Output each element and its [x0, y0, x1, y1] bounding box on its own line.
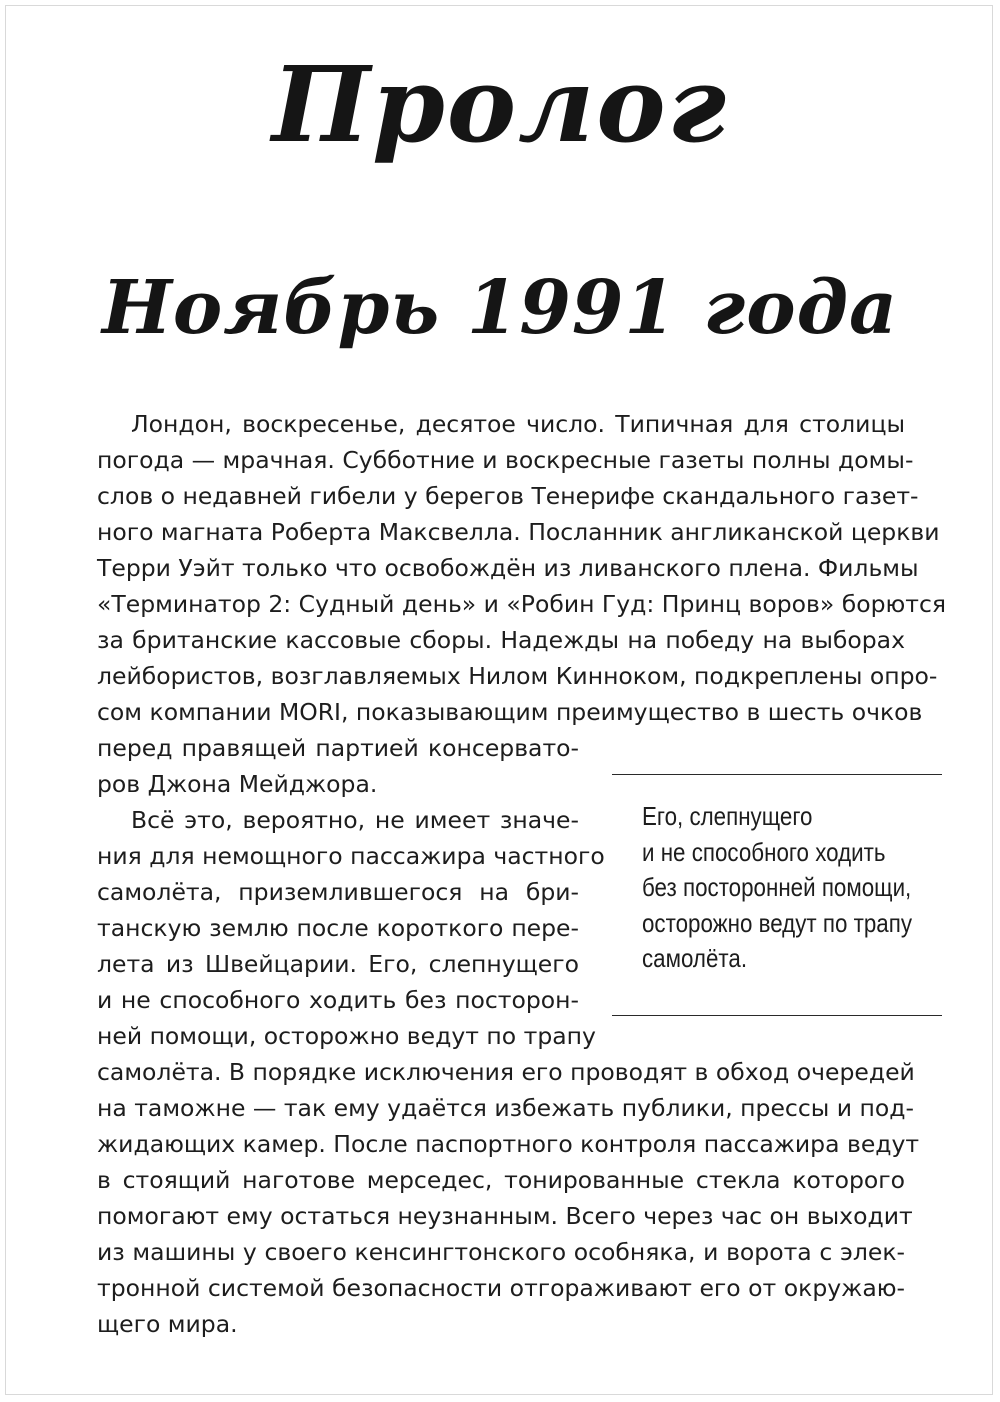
text-line: жидающих камер. После паспортного контроля пассажира ведут — [97, 1130, 920, 1158]
text-line: Всё это, вероятно, не имеет значе- — [131, 806, 579, 834]
text-line: самолёта. В порядке исключения его проводят в обход очередей — [97, 1058, 915, 1086]
text-line: ного магната Роберта Максвелла. Посланник англиканской церкви — [97, 518, 940, 546]
text-line: в стоящий наготове мерседес, тонированные стекла которого — [97, 1166, 905, 1194]
paragraph-1 — [97, 406, 947, 730]
text-line: на таможне — так ему удаётся избежать публики, прессы и под- — [97, 1094, 914, 1122]
text-line: лейбористов, возглавляемых Нилом Кинноком, подкреплены опро- — [97, 662, 938, 690]
text-line: слов о недавней гибели у берегов Тенерифе скандального газет- — [97, 482, 919, 510]
text-line: ния для немощного пассажира частного — [97, 842, 605, 870]
pull-quote-line: и не способного ходить — [642, 836, 886, 867]
paragraph-2-wrap — [97, 802, 605, 1054]
pull-quote-line: самолёта. — [642, 943, 748, 973]
text-line: помогают ему остаться неузнанным. Всего через час он выходит — [97, 1202, 913, 1230]
pull-quote-line: без посторонней помощи, — [642, 872, 912, 902]
text-line: за британские кассовые сборы. Надежды на победу на выборах — [97, 626, 905, 654]
text-line: ней помощи, осторожно ведут по трапу — [97, 1022, 596, 1050]
text-line: сом компании MORI, показывающим преимущество в шесть очков — [97, 698, 923, 726]
text-line: лета из Швейцарии. Его, слепнущего — [97, 950, 579, 978]
text-line: из машины у своего кенсингтонского особняка, и ворота с элек- — [97, 1238, 905, 1266]
chapter-subtitle: Ноябрь 1991 года — [101, 265, 899, 351]
text-line: Лондон, воскресенье, десятое число. Типичная для столицы — [131, 410, 905, 438]
pull-quote — [612, 774, 942, 1016]
text-line: «Терминатор 2: Судный день» и «Робин Гуд: Принц воров» борются — [97, 590, 947, 618]
text-line: тронной системой безопасности отгораживают его от окружаю- — [97, 1274, 905, 1302]
chapter-title: Пролог — [271, 43, 729, 166]
text-line: самолёта, приземлившегося на бри- — [97, 878, 579, 906]
text-line: погода — мрачная. Субботние и воскресные газеты полны домы- — [97, 446, 914, 474]
paragraph-1-wrap — [97, 730, 579, 802]
text-line: Терри Уэйт только что освобождён из ливанского плена. Фильмы — [97, 554, 919, 582]
text-line: ров Джона Мейджора. — [97, 770, 378, 798]
pull-quote-text — [642, 799, 913, 977]
text-line: щего мира. — [97, 1310, 238, 1338]
text-line: перед правящей партией консервато- — [97, 734, 579, 762]
paragraph-2 — [97, 1054, 920, 1342]
pull-quote-line: Его, слепнущего — [642, 801, 813, 831]
text-line: танскую землю после короткого пере- — [97, 914, 579, 942]
text-line: и не способного ходить без посторон- — [97, 986, 579, 1014]
pull-quote-line: осторожно ведут по трапу — [642, 907, 913, 938]
